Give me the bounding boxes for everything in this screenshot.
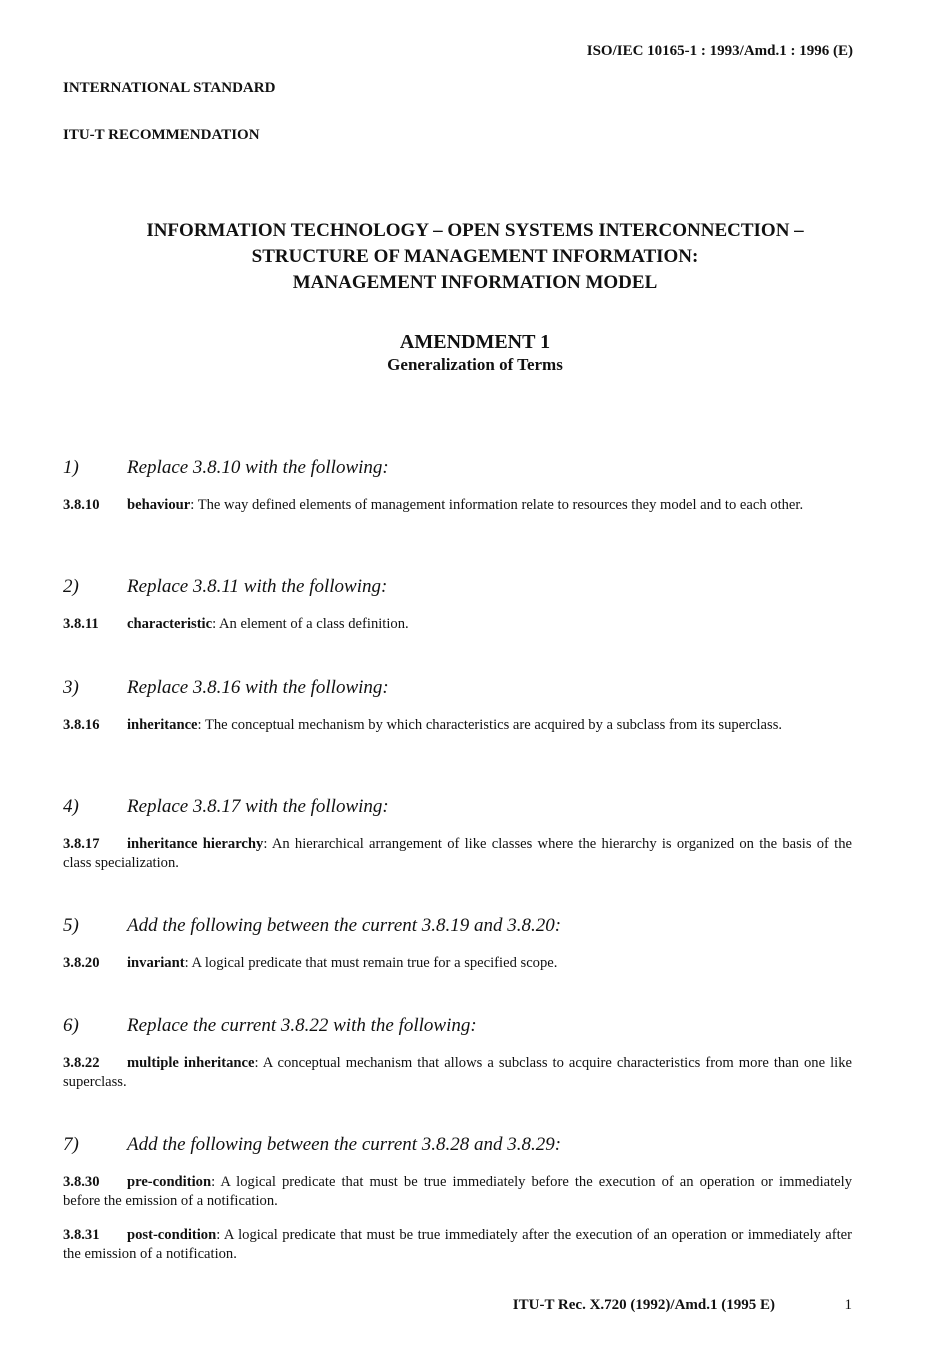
definition-term: inheritance hierarchy bbox=[127, 836, 264, 852]
recommendation-label: ITU-T RECOMMENDATION bbox=[63, 127, 260, 143]
definition-text: : An hierarchical arrangement of like classes where the hierarchy is organized on the basis of the class specialization. bbox=[63, 836, 852, 871]
definition-number: 3.8.31 bbox=[63, 1227, 100, 1243]
definition-entry bbox=[63, 1226, 852, 1264]
definition-entry bbox=[63, 496, 852, 515]
instruction-text: Replace the current 3.8.22 with the following: bbox=[127, 1015, 477, 1036]
definition-term: invariant bbox=[127, 955, 185, 971]
definition-term: post-condition bbox=[127, 1227, 217, 1243]
definition-number: 3.8.16 bbox=[63, 717, 100, 733]
definition-entry bbox=[63, 1054, 852, 1092]
definition-term: pre-condition bbox=[127, 1174, 212, 1190]
title-line-3: MANAGEMENT INFORMATION MODEL bbox=[292, 272, 658, 293]
instruction-number: 5) bbox=[63, 915, 79, 936]
definition-text: : A conceptual mechanism that allows a subclass to acquire characteristics from more than one like superclass. bbox=[63, 1055, 852, 1090]
instruction-text: Replace 3.8.16 with the following: bbox=[127, 677, 389, 698]
instruction-number: 3) bbox=[63, 677, 79, 698]
document-title bbox=[0, 218, 950, 296]
amendment-instruction bbox=[63, 796, 389, 818]
document-identifier: ISO/IEC 10165-1 : 1993/Amd.1 : 1996 (E) bbox=[586, 43, 853, 59]
definition-text: : A logical predicate that must remain true for a specified scope. bbox=[184, 955, 558, 971]
title-line-2: STRUCTURE OF MANAGEMENT INFORMATION: bbox=[251, 246, 699, 267]
instruction-text: Add the following between the current 3.8.19 and 3.8.20: bbox=[127, 915, 562, 936]
standard-label: INTERNATIONAL STANDARD bbox=[63, 80, 276, 96]
amendment-instruction bbox=[63, 1134, 561, 1156]
definition-number: 3.8.10 bbox=[63, 497, 100, 513]
amendment-label: AMENDMENT 1 bbox=[399, 331, 551, 353]
amendment-instruction bbox=[63, 677, 389, 699]
definition-entry bbox=[63, 1173, 852, 1211]
amendment-instruction bbox=[63, 457, 389, 479]
instruction-number: 2) bbox=[63, 576, 79, 597]
definition-entry bbox=[63, 716, 852, 735]
definition-text: : An element of a class definition. bbox=[212, 616, 409, 632]
definition-number: 3.8.20 bbox=[63, 955, 100, 971]
definition-text: : A logical predicate that must be true immediately after the execution of an operation or immediately after the emission of a notification. bbox=[63, 1227, 852, 1262]
definition-text: : The way defined elements of management information relate to resources they model and to each other. bbox=[190, 497, 804, 513]
instruction-number: 6) bbox=[63, 1015, 79, 1036]
definition-number: 3.8.17 bbox=[63, 836, 100, 852]
page-number: 1 bbox=[844, 1297, 852, 1313]
instruction-text: Add the following between the current 3.8.28 and 3.8.29: bbox=[127, 1134, 562, 1155]
instruction-text: Replace 3.8.10 with the following: bbox=[127, 457, 389, 478]
definition-entry bbox=[63, 615, 852, 634]
amendment-subtitle: Generalization of Terms bbox=[387, 355, 563, 374]
definition-number: 3.8.11 bbox=[63, 616, 99, 632]
definition-term: characteristic bbox=[127, 616, 213, 632]
amendment-instruction bbox=[63, 576, 387, 598]
instruction-number: 7) bbox=[63, 1134, 79, 1155]
instruction-number: 4) bbox=[63, 796, 79, 817]
definition-number: 3.8.30 bbox=[63, 1174, 100, 1190]
definition-term: behaviour bbox=[127, 497, 191, 513]
definition-entry bbox=[63, 835, 852, 873]
definition-text: : The conceptual mechanism by which characteristics are acquired by a subclass from its superclass. bbox=[197, 717, 783, 733]
definition-number: 3.8.22 bbox=[63, 1055, 100, 1071]
definition-term: multiple inheritance bbox=[127, 1055, 255, 1071]
instruction-text: Replace 3.8.11 with the following: bbox=[127, 576, 388, 597]
footer-reference: ITU-T Rec. X.720 (1992)/Amd.1 (1995 E) bbox=[512, 1297, 775, 1313]
definition-text: : A logical predicate that must be true immediately before the execution of an operation or immediately before the emission of a notification. bbox=[63, 1174, 852, 1209]
instruction-text: Replace 3.8.17 with the following: bbox=[127, 796, 389, 817]
amendment-heading bbox=[0, 330, 950, 376]
amendment-instruction bbox=[63, 915, 561, 937]
amendment-instruction bbox=[63, 1015, 477, 1037]
definition-entry bbox=[63, 954, 852, 973]
definition-term: inheritance bbox=[127, 717, 198, 733]
title-line-1: INFORMATION TECHNOLOGY – OPEN SYSTEMS INTERCONNECTION – bbox=[146, 220, 804, 241]
instruction-number: 1) bbox=[63, 457, 79, 478]
